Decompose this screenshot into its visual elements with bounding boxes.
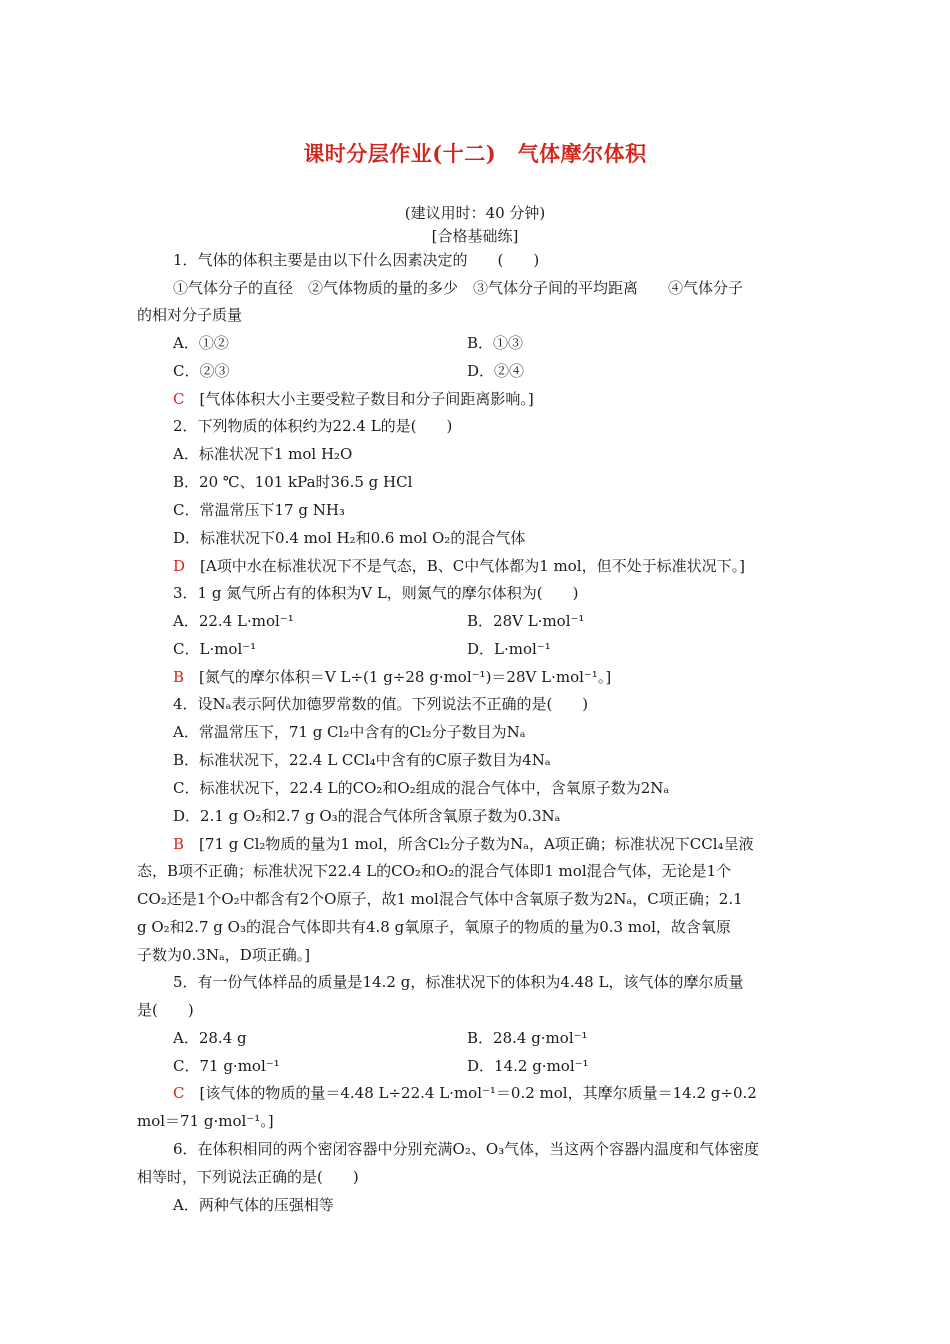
question-2-option-b: B．20 ℃、101 kPa时36.5 g HCl: [173, 473, 413, 491]
question-6-stem-cont: 相等时，下列说法正确的是( ): [137, 1168, 359, 1186]
question-5-option-a: A．28.4 g: [173, 1029, 247, 1047]
question-2-stem: 2．下列物质的体积约为22.4 L的是( ): [173, 417, 453, 435]
question-3-option-d: D．L·mol⁻¹: [467, 640, 551, 658]
question-3-option-a: A．22.4 L·mol⁻¹: [173, 612, 294, 630]
question-6-stem: 6．在体积相同的两个密闭容器中分别充满O₂、O₃气体，当这两个容器内温度和气体密度: [173, 1140, 760, 1158]
question-3-explanation: [氮气的摩尔体积＝V L÷(1 g÷28 g·mol⁻¹)＝28V L·mol⁻¹。]: [199, 668, 612, 686]
question-5-answer: C: [173, 1084, 185, 1102]
question-3-answer-line: [173, 667, 611, 687]
question-5-stem: 5．有一份气体样品的质量是14.2 g，标准状况下的体积为4.48 L，该气体的摩尔质量: [173, 973, 744, 991]
question-4-answer-line: [173, 834, 754, 854]
question-3-answer: B: [173, 668, 185, 686]
question-4-option-c: C．标准状况下，22.4 L的CO₂和O₂组成的混合气体中，含氧原子数为2Nₐ: [173, 779, 670, 797]
question-2-explanation: [A项中水在标准状况下不是气态，B、C中气体都为1 mol，但不处于标准状况下。]: [200, 557, 745, 575]
question-4-option-b: B．标准状况下，22.4 L CCl₄中含有的C原子数目为4Nₐ: [173, 751, 551, 769]
question-2-option-c: C．常温常压下17 g NH₃: [173, 501, 345, 519]
question-1-answer: C: [173, 390, 185, 408]
question-4-explanation-2: 态，B项不正确；标准状况下22.4 L的CO₂和O₂的混合气体即1 mol混合气体，无论是1个: [137, 862, 732, 880]
question-1-answer-line: [173, 389, 534, 409]
question-2-answer-line: [173, 556, 745, 576]
question-5-option-d: D．14.2 g·mol⁻¹: [467, 1057, 589, 1075]
question-6-option-a: A．两种气体的压强相等: [173, 1196, 334, 1214]
question-3-option-c: C．L·mol⁻¹: [173, 640, 257, 658]
question-5-option-c: C．71 g·mol⁻¹: [173, 1057, 280, 1075]
question-1-option-a: A．①②: [173, 334, 229, 352]
question-1-option-d: D．②④: [467, 362, 525, 380]
question-5-explanation: [该气体的物质的量＝4.48 L÷22.4 L·mol⁻¹＝0.2 mol，其摩尔质量＝14.2 g÷0.2: [199, 1084, 757, 1102]
question-2-option-d: D．标准状况下0.4 mol H₂和0.6 mol O₂的混合气体: [173, 529, 526, 547]
question-1-items-cont: 的相对分子质量: [137, 306, 243, 324]
question-4-explanation-4: g O₂和2.7 g O₃的混合气体即共有4.8 g氧原子，氧原子的物质的量为0.3 mol，故含氧原: [137, 918, 731, 936]
question-2-answer: D: [173, 557, 186, 575]
section-heading: [合格基础练]: [431, 227, 519, 245]
question-3-stem: 3．1 g 氮气所占有的体积为V L，则氮气的摩尔体积为( ): [173, 584, 579, 602]
question-4-option-d: D．2.1 g O₂和2.7 g O₃的混合气体所含氧原子数为0.3Nₐ: [173, 807, 561, 825]
question-5-answer-line: [173, 1083, 757, 1103]
question-2-option-a: A．标准状况下1 mol H₂O: [173, 445, 353, 463]
question-5-option-b: B．28.4 g·mol⁻¹: [467, 1029, 588, 1047]
question-1-stem: 1．气体的体积主要是由以下什么因素决定的 ( ): [173, 251, 540, 269]
question-1-option-c: C．②③: [173, 362, 230, 380]
question-4-explanation-3: CO₂还是1个O₂中都含有2个O原子，故1 mol混合气体中含氧原子数为2Nₐ，C项正确；2.1: [137, 890, 743, 908]
question-5-stem-cont: 是( ): [137, 1001, 194, 1019]
question-1-items: ①气体分子的直径 ②气体物质的量的多少 ③气体分子间的平均距离 ④气体分子: [173, 279, 744, 297]
question-4-stem: 4．设Nₐ表示阿伏加德罗常数的值。下列说法不正确的是( ): [173, 695, 589, 713]
question-4-option-a: A．常温常压下，71 g Cl₂中含有的Cl₂分子数目为Nₐ: [173, 723, 526, 741]
question-4-explanation-1: [71 g Cl₂物质的量为1 mol，所含Cl₂分子数为Nₐ，A项正确；标准状况下CCl₄呈液: [199, 835, 754, 853]
question-3-option-b: B．28V L·mol⁻¹: [467, 612, 585, 630]
page-title: 课时分层作业(十二) 气体摩尔体积: [303, 141, 647, 166]
question-4-answer: B: [173, 835, 185, 853]
question-1-explanation: [气体体积大小主要受粒子数目和分子间距离影响。]: [199, 390, 534, 408]
time-note: (建议用时：40 分钟): [404, 204, 546, 222]
question-5-explanation-cont: mol＝71 g·mol⁻¹。]: [137, 1112, 274, 1130]
question-1-option-b: B．①③: [467, 334, 524, 352]
question-4-explanation-5: 子数为0.3Nₐ，D项正确。]: [137, 946, 311, 964]
